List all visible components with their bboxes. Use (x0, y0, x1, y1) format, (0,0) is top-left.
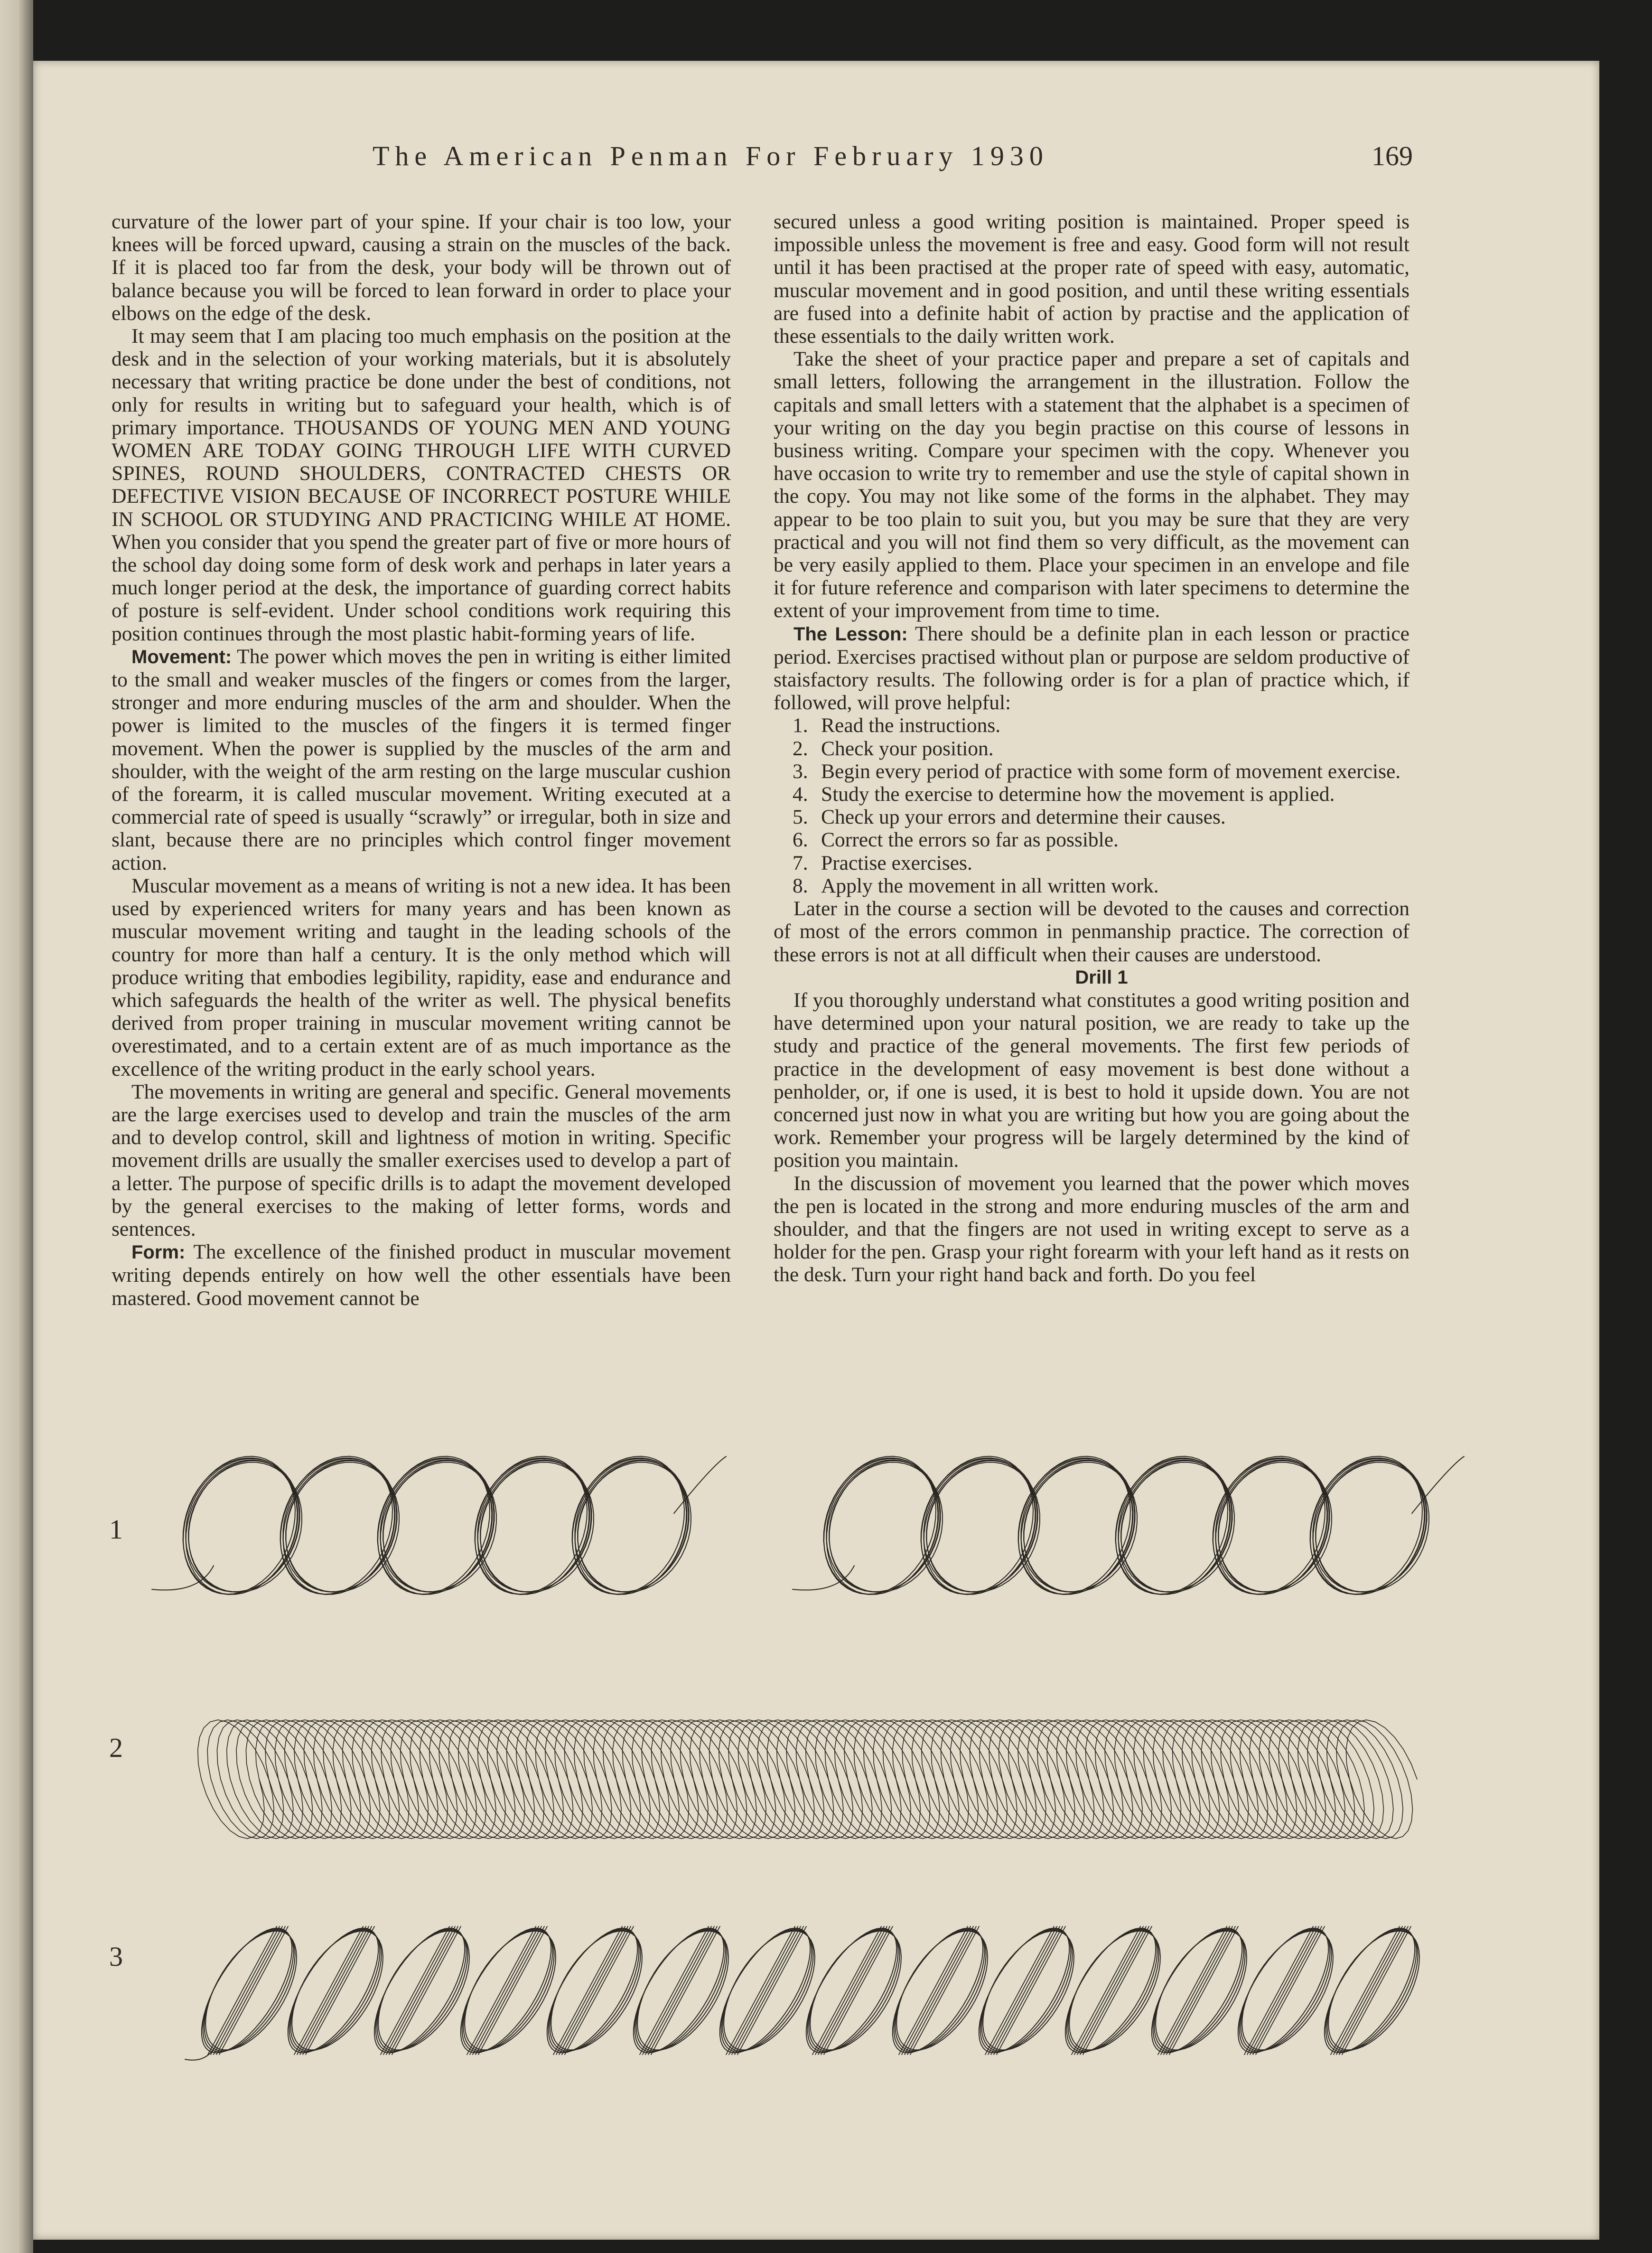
push-pull-oval-stroke (720, 1928, 810, 2053)
paragraph: If you thoroughly understand what constitutes a good writing position and have determined upon your natural position, we are ready to take up the study and practice of the general movements. The first few periods of practice in the development of easy movement is best done without a penholder, or, if one is used, it is best to hold it upside down. You are not concerned just now in what you are writing but how you are going about the work. Remember your progress will be largely determined by the kind of position you maintain. (774, 988, 1409, 1172)
drill-illustrations (33, 61, 1599, 2240)
list-item-number: 4. (793, 783, 808, 806)
push-pull-line-stroke (1331, 1926, 1400, 2055)
oval-stroke (186, 1460, 298, 1594)
oval-stroke (924, 1460, 1036, 1594)
oval-stroke (826, 1459, 940, 1592)
list-item-number: 5. (793, 806, 808, 829)
lead-term: The Lesson: (793, 623, 908, 645)
list-item-number: 3. (793, 760, 808, 783)
drill-number-3: 3 (109, 1941, 123, 1972)
push-pull-oval-stroke (636, 1930, 727, 2051)
drill-number-2: 2 (109, 1732, 123, 1763)
push-pull-line-stroke (1244, 1926, 1313, 2055)
oval-stroke (477, 1459, 591, 1592)
push-pull-oval-stroke (722, 1930, 813, 2051)
oval-stroke (1021, 1459, 1135, 1592)
push-pull-oval-stroke (461, 1928, 551, 2053)
push-pull-line-stroke (985, 1926, 1054, 2055)
oval-stroke (380, 1459, 494, 1592)
push-pull-oval-stroke (1068, 1930, 1158, 2051)
push-pull-line-stroke (294, 1926, 363, 2055)
list-item-text: Correct the errors so far as possible. (821, 828, 1119, 852)
running-head: The American Penman For February 1930 (373, 141, 1049, 171)
push-pull-oval-stroke (290, 1930, 381, 2051)
list-item-text: Study the exercise to determine how the movement is applied. (821, 783, 1335, 806)
push-pull-entry-stroke (185, 2040, 218, 2060)
push-pull-oval-stroke (809, 1930, 899, 2051)
push-pull-oval-stroke (1325, 1928, 1415, 2053)
paragraph: Muscular movement as a means of writing is not a new idea. It has been used by experienced writers for many years and has been known as muscular movement writing and taught in the leading schools of the country for more than half a century. It is the only method which will produce writing that embodies legibility, rapidity, ease and endurance and which safeguards the health of the writer as well. The physical benefits derived from proper training in muscular movement writing cannot be overestimated, and to a certain extent are of as much importance as the excellence of the writing product in the early school years. (112, 874, 731, 1080)
oval-stroke (575, 1460, 687, 1594)
list-item-number: 7. (793, 851, 808, 874)
oval-stroke (381, 1460, 492, 1594)
oval-stroke (186, 1459, 299, 1592)
paragraph: curvature of the lower part of your spine. If your chair is too low, your knees will be forced upward, causing a strain on the muscles of the back. If it is placed too far from the desk, your body will be thrown out of balance because you will be forced to lean forward in order to place your elbows on the edge of the desk. (112, 210, 731, 325)
paragraph: Take the sheet of your practice paper and prepare a set of capitals and small letters, following the arrangement in the illustration. Follow the capitals and small letters with a statement that the alphabet is a specimen of your writing on the day you begin practise on this course of lessons in business writing. Compare your specimen with the copy. Whenever you have occasion to write try to remember and use the style of capital shown in the copy. You may not like some of the forms in the alphabet. They may appear to be too plain to suit you, but you may be sure that they are very practical and you will not find them so very difficult, as the movement can be very easily applied to them. Place your specimen in an envelope and file it for future reference and comparison with later specimens to determine the extent of your improvement from time to time. (774, 347, 1409, 622)
oval-stroke (1119, 1460, 1230, 1594)
list-item-number: 1. (793, 714, 808, 737)
push-pull-line-stroke (812, 1926, 881, 2055)
list-item-text: Practise exercises. (821, 851, 972, 874)
lead-term: Form: (131, 1242, 186, 1263)
paragraph-text: There should be a definite plan in each lesson or practice period. Exercises practised without plan or purpose are seldom productive of staisfactory results. The following order is for a plan of practice which, if followed, will prove helpful: (774, 622, 1409, 714)
book-spine (0, 0, 33, 2253)
list-item-text: Check up your errors and determine their causes. (821, 806, 1226, 829)
push-pull-oval-stroke (377, 1930, 467, 2051)
oval-stroke (478, 1460, 589, 1594)
push-pull-oval-stroke (1154, 1930, 1245, 2051)
push-pull-line-stroke (899, 1926, 968, 2055)
push-pull-oval-stroke (806, 1928, 896, 2053)
continuous-oval-stroke (198, 1720, 1417, 1839)
push-pull-oval-stroke (550, 1930, 640, 2051)
oval-stroke (283, 1459, 397, 1592)
oval-stroke (1313, 1459, 1427, 1592)
paragraph-text: The power which moves the pen in writing is either limited to the small and weaker muscles of the fingers or comes from the larger, stronger and more enduring muscles of the arm and shoulder. When the power is limited to the muscles of the fingers it is termed finger movement. When the power is supplied by the muscles of the arm and shoulder, with the weight of the arm resting on the large muscular cushion of the forearm, it is called muscular movement. Writing executed at a commercial rate of speed is usually “scrawly” or irregular, both in size and slant, because there are no principles which control finger movement action. (112, 645, 731, 874)
push-pull-oval-stroke (288, 1928, 378, 2053)
oval-stroke (1313, 1460, 1425, 1594)
push-pull-line-stroke (467, 1926, 536, 2055)
paragraph: Later in the course a section will be devoted to the causes and correction of most of the errors common in penmanship practice. The correction of these errors is not at all difficult when their causes are understood. (774, 897, 1409, 966)
oval-stroke (575, 1459, 689, 1592)
lead-term: Movement: (131, 646, 232, 667)
push-pull-line-stroke (1072, 1926, 1140, 2055)
list-item-number: 6. (793, 828, 808, 852)
list-item-text: Read the instructions. (821, 714, 1001, 737)
paragraph: In the discussion of movement you learned that the power which moves the pen is located in the strong and more enduring muscles of the arm and shoulder, and that the fingers are not used in writing except to serve as a holder for the pen. Grasp your right forearm with your left hand as it rests on the desk. Turn your right hand back and forth. Do you feel (774, 1172, 1409, 1286)
drill-heading: Drill 1 (1075, 967, 1128, 988)
list-item-number: 8. (793, 874, 808, 897)
paragraph: The movements in writing are general and specific. General movements are the large exercises used to develop and train the muscles of the arm and to develop control, skill and lightness of motion in writing. Specific movement drills are usually the smaller exercises used to develop a part of a letter. The purpose of specific drills is to adapt the movement developed by the general exercises to the making of letter forms, words and sentences. (112, 1080, 731, 1240)
list-item-number: 2. (793, 737, 808, 760)
paragraph: secured unless a good writing position is maintained. Proper speed is impossible unless the movement is free and easy. Good form will not result until it has been practised at the proper rate of speed with easy, automatic, muscular movement and in good position, and until these writing essentials are fused into a definite habit of action by practise and the application of these essentials to the daily written work. (774, 210, 1409, 348)
oval-stroke (1215, 1459, 1329, 1592)
oval-stroke (924, 1459, 1037, 1592)
push-pull-oval-stroke (1238, 1928, 1328, 2053)
push-pull-line-stroke (381, 1926, 449, 2055)
push-pull-oval-stroke (374, 1928, 465, 2053)
list-item-text: Check your position. (821, 737, 994, 760)
push-pull-oval-stroke (893, 1928, 983, 2053)
drill-1-oval-exercise (176, 1447, 1438, 1604)
push-pull-oval-stroke (204, 1930, 295, 2051)
oval-stroke (1216, 1460, 1327, 1594)
oval-stroke (1118, 1459, 1232, 1592)
oval-stroke (827, 1460, 938, 1594)
push-pull-line-stroke (1158, 1926, 1227, 2055)
paragraph: It may seem that I am placing too much emphasis on the position at the desk and in the selection of your working materials, but it is absolutely necessary that writing practice be done under the best of conditions, not only for results in writing but to safeguard your health, which is of primary importance. THOUSANDS OF YOUNG MEN AND YOUNG WOMEN ARE TODAY GOING THROUGH LIFE WITH CURVED SPINES, ROUND SHOULDERS, CONTRACTED CHESTS OR DEFECTIVE VISION BECAUSE OF INCORRECT POSTURE WHILE IN SCHOOL OR STUDYING AND PRACTICING WHILE AT HOME. When you consider that you spend the greater part of five or more hours of the school day doing some form of desk work and perhaps in later years a much longer period at the desk, the importance of guarding correct habits of posture is self-evident. Under school conditions work requiring this position continues through the most plastic habit-forming years of life. (112, 325, 731, 645)
push-pull-oval-stroke (202, 1928, 292, 2053)
push-pull-oval-stroke (547, 1928, 637, 2053)
push-pull-line-stroke (553, 1926, 622, 2055)
drill-number-1: 1 (109, 1514, 123, 1545)
push-pull-oval-stroke (1152, 1928, 1242, 2053)
push-pull-oval-stroke (1327, 1930, 1418, 2051)
push-pull-oval-stroke (981, 1930, 1072, 2051)
oval-stroke (1021, 1460, 1133, 1594)
push-pull-oval-stroke (1241, 1930, 1331, 2051)
push-pull-oval-stroke (1065, 1928, 1156, 2053)
push-pull-line-stroke (726, 1926, 795, 2055)
page-number: 169 (1372, 141, 1413, 171)
push-pull-oval-stroke (634, 1928, 724, 2053)
list-item-text: Apply the movement in all written work. (821, 874, 1159, 897)
push-pull-line-stroke (208, 1926, 277, 2055)
page (33, 61, 1599, 2240)
list-item-text: Begin every period of practice with some form of movement exercise. (821, 760, 1401, 783)
push-pull-line-stroke (640, 1926, 709, 2055)
push-pull-oval-stroke (895, 1930, 986, 2051)
oval-stroke (283, 1460, 395, 1594)
push-pull-oval-stroke (463, 1930, 554, 2051)
push-pull-oval-stroke (979, 1928, 1069, 2053)
drill-3-push-pull-exercise (176, 1912, 1457, 2069)
drill-2-continuous-oval-exercise (166, 1703, 1447, 1855)
paragraph-text: The excellence of the finished product in muscular movement writing depends entirely on how well the other essentials have been mastered. Good movement cannot be (112, 1240, 731, 1310)
